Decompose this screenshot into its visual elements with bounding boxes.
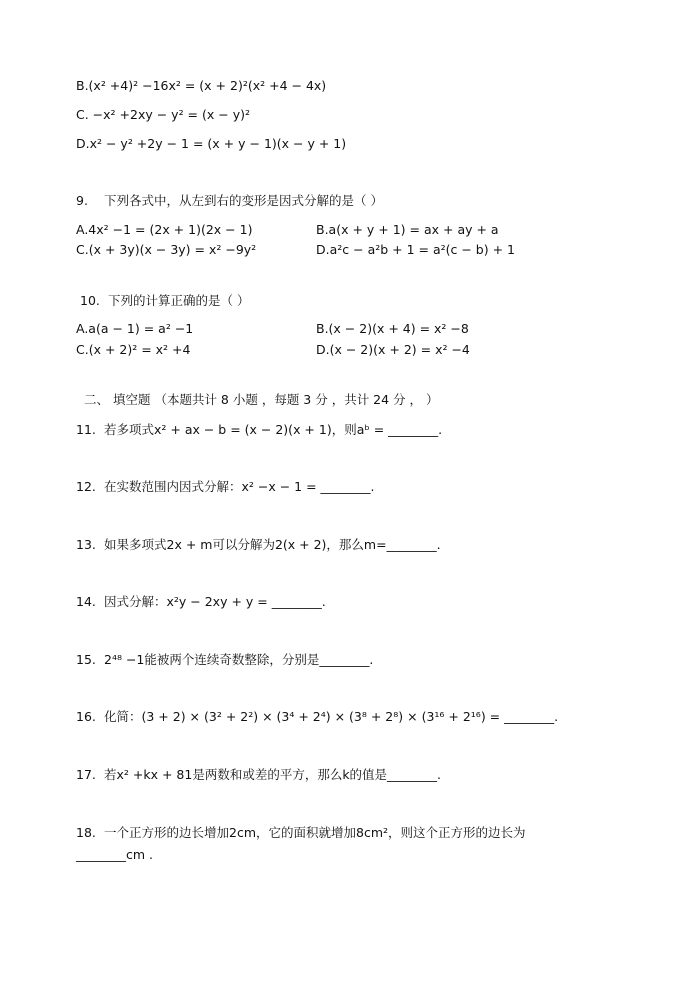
q14-number: 14. [76, 594, 96, 609]
q8-option-b: B.(x² +4)² −16x² = (x + 2)²(x² +4 − 4x) [76, 78, 327, 93]
q13-text: 如果多项式2x + m可以分解为2(x + 2)，那么m=________. [104, 537, 441, 552]
q12-text: 在实数范围内因式分解：x² −x − 1 = ________. [104, 479, 375, 494]
q17-text: 若x² +kx + 81是两数和或差的平方，那么k的值是________. [104, 767, 442, 782]
q9-text: 下列各式中，从左到右的变形是因式分解的是（ ） [104, 193, 383, 208]
q11-number: 11. [76, 422, 96, 437]
q8-option-c: C. −x² +2xy − y² = (x − y)² [76, 107, 250, 122]
q10-option-d: D.(x − 2)(x + 2) = x² −4 [316, 342, 470, 357]
q18-number: 18. [76, 825, 96, 840]
question-16 [76, 709, 558, 725]
q8-option-d: D.x² − y² +2y − 1 = (x + y − 1)(x − y + 1) [76, 136, 347, 151]
question-13 [76, 537, 441, 553]
question-18 [76, 825, 526, 841]
q10-row-1 [76, 321, 636, 337]
q15-text: 2⁴⁸ −1能被两个连续奇数整除，分别是________. [104, 652, 374, 667]
q9-option-c: C.(x + 3y)(x − 3y) = x² −9y² [76, 242, 257, 257]
q9-option-a: A.4x² −1 = (2x + 1)(2x − 1) [76, 222, 253, 237]
section-2-title: 二、 填空题 （本题共计 8 小题 ，每题 3 分 ，共计 24 分 ， ） [84, 392, 439, 407]
q9-row-1 [76, 222, 636, 238]
q9-row-2 [76, 242, 636, 258]
q10-stem [80, 293, 249, 309]
q10-option-c: C.(x + 2)² = x² +4 [76, 342, 191, 357]
q16-text: 化简：(3 + 2) × (3² + 2²) × (3⁴ + 2⁴) × (3⁸ + 2⁸) × (3¹⁶ + 2¹⁶) = ________. [104, 709, 559, 724]
q9-option-b: B.a(x + y + 1) = ax + ay + a [316, 222, 499, 237]
q16-number: 16. [76, 709, 96, 724]
q13-number: 13. [76, 537, 96, 552]
q10-option-a: A.a(a − 1) = a² −1 [76, 321, 194, 336]
q18-answer-line: ________cm . [76, 847, 153, 862]
q10-option-b: B.(x − 2)(x + 4) = x² −8 [316, 321, 469, 336]
q9-number: 9. [76, 193, 88, 208]
q9-option-d: D.a²c − a²b + 1 = a²(c − b) + 1 [316, 242, 515, 257]
q9-stem [76, 193, 383, 209]
question-15 [76, 652, 373, 668]
question-12 [76, 479, 375, 495]
question-14 [76, 594, 326, 610]
question-17 [76, 767, 441, 783]
q11-text: 若多项式x² + ax − b = (x − 2)(x + 1)，则aᵇ = ________. [104, 422, 443, 437]
q18-text: 一个正方形的边长增加2cm，它的面积就增加8cm²，则这个正方形的边长为 [104, 825, 526, 840]
q14-text: 因式分解：x²y − 2xy + y = ________. [104, 594, 326, 609]
q15-number: 15. [76, 652, 96, 667]
q10-row-2 [76, 342, 636, 358]
question-11 [76, 422, 442, 438]
q10-text: 下列的计算正确的是（ ） [108, 293, 250, 308]
q10-number: 10. [80, 293, 100, 308]
q12-number: 12. [76, 479, 96, 494]
q17-number: 17. [76, 767, 96, 782]
